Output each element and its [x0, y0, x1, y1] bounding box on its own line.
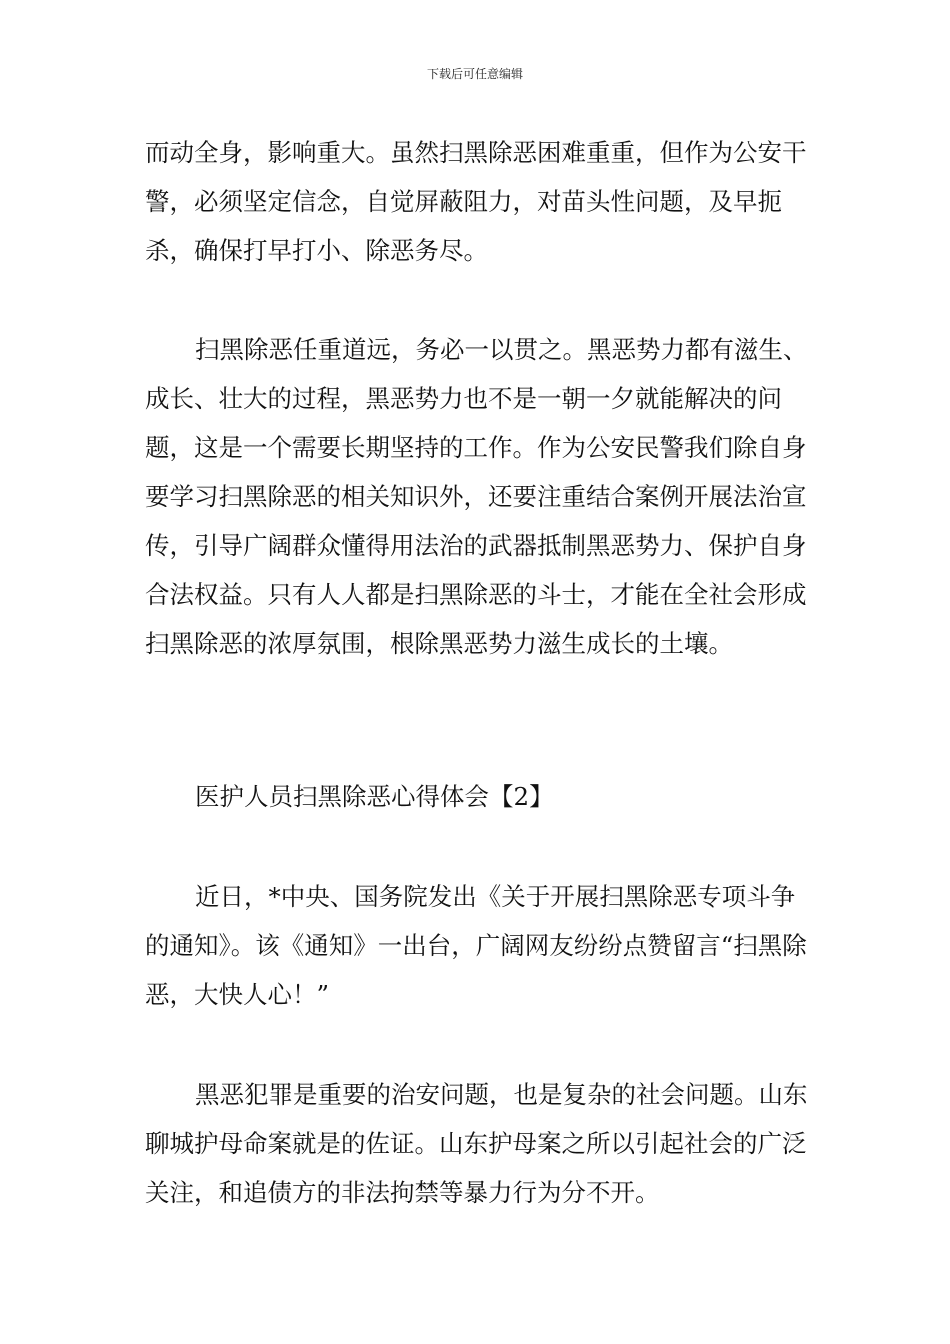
paragraph-long-term-work: 扫黑除恶任重道远，务必一以贯之。黑恶势力都有滋生、成长、壮大的过程，黑恶势力也不是一朝一夕就能解决的问题，这是一个需要长期坚持的工作。作为公安民警我们除自身要学习扫黑除恶的相关知识外，还要注重结合案例开展法治宣传，引导广阔群众懂得用法治的武器抵制黑恶势力、保护自身合法权益。只有人人都是扫黑除恶的斗士，才能在全社会形成扫黑除恶的浓厚氛围，根除黑恶势力滋生成长的土壤。 — [145, 335, 808, 658]
paragraph-crime-problem: 黑恶犯罪是重要的治安问题，也是复杂的社会问题。山东聊城护母命案就是的佐证。山东护母案之所以引起社会的广泛关注，和追债方的非法拘禁等暴力行为分不开。 — [145, 1080, 808, 1207]
paragraph-continuation: 而动全身，影响重大。虽然扫黑除恶困难重重，但作为公安干警，必须坚定信念，自觉屏蔽阻力，对苗头性问题，及早扼杀，确保打早打小、除恶务尽。 — [145, 138, 807, 265]
page-header: 下载后可任意编辑 — [426, 67, 523, 81]
section-heading: 医护人员扫黑除恶心得体会【2】 — [195, 782, 554, 811]
paragraph-notice: 近日，*中央、国务院发出《关于开展扫黑除恶专项斗争的通知》。该《通知》一出台，广阔网友纷纷点赞留言“扫黑除恶，大快人心！” — [145, 882, 807, 1009]
